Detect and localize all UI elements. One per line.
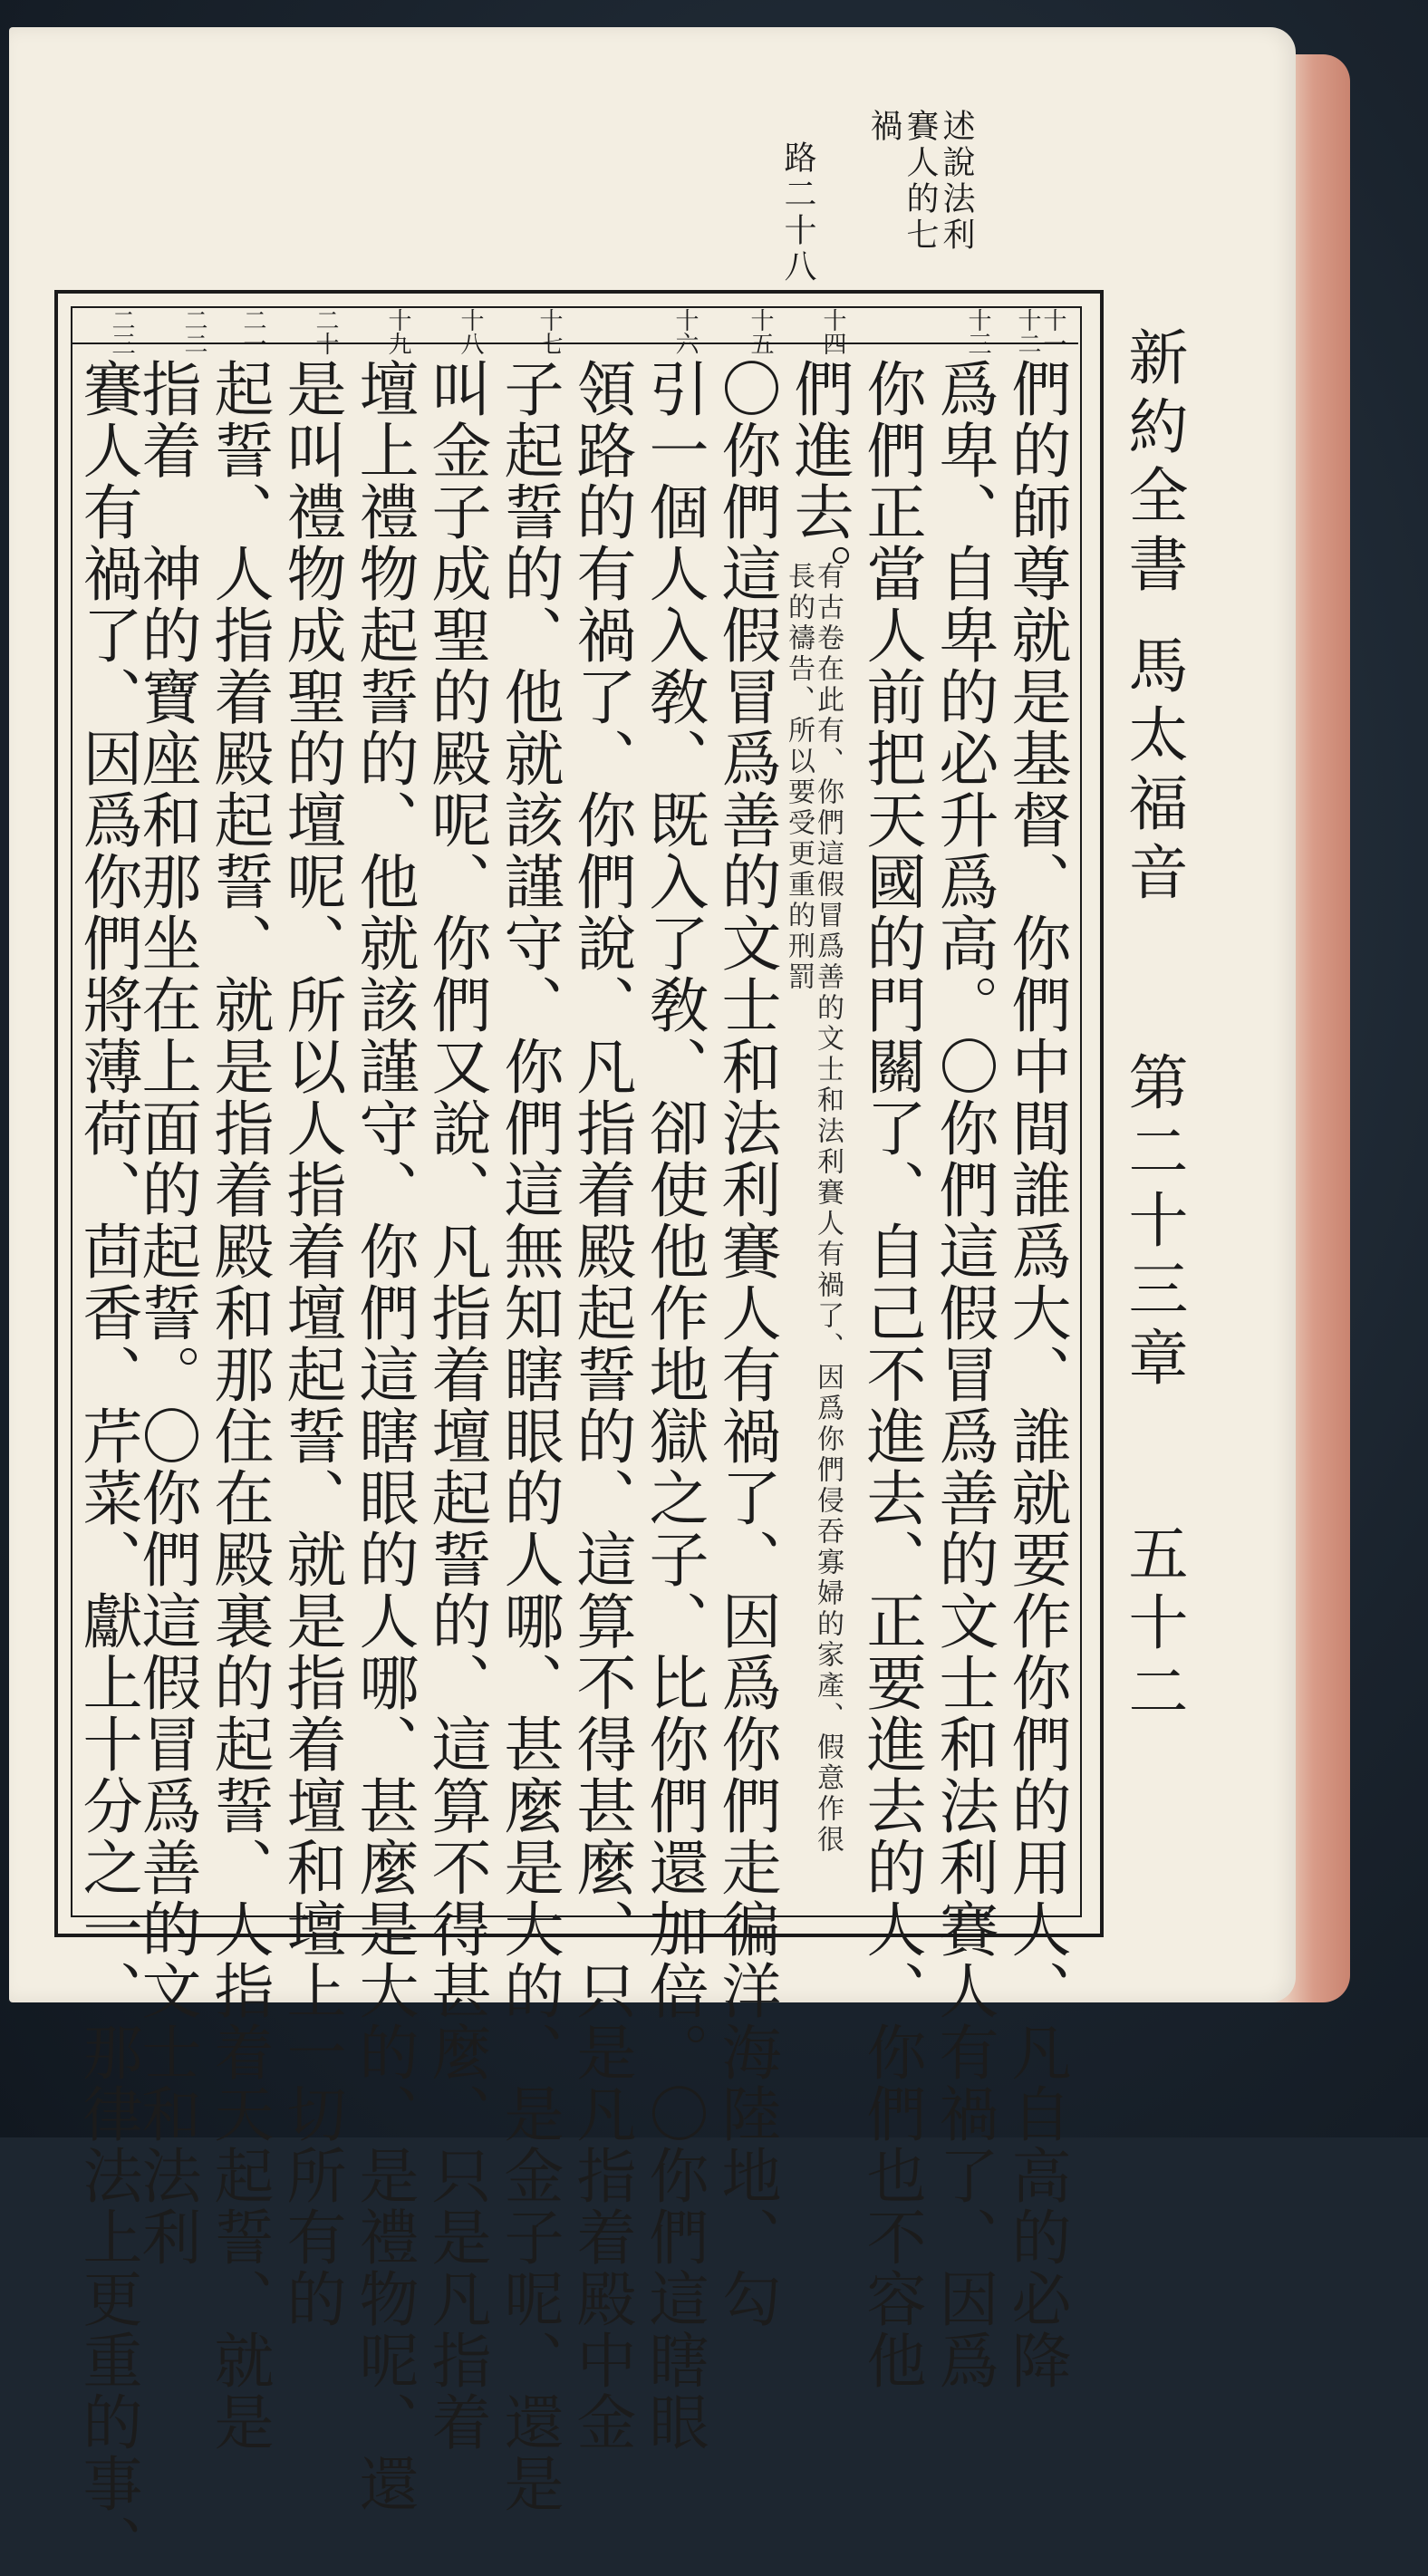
text-column: 指着 神的寶座和那坐在上面的起誓。〇你們這假冒爲善的文士和法利 bbox=[131, 358, 201, 2268]
verse-number: 十二 bbox=[1014, 308, 1041, 355]
verse-number: 二一 bbox=[239, 308, 266, 355]
text-column: 領路的有禍了、你們說、凡指着殿起誓的、這算不得甚麼、只是凡指着殿中金 bbox=[566, 358, 636, 2453]
text-column: 你們正當人前把天國的門關了、自己不進去、正要進去的人、你們也不容他 bbox=[856, 358, 926, 2391]
verse-number: 十九 bbox=[384, 308, 411, 355]
cross-reference-line-3: 禍 bbox=[865, 109, 902, 145]
verse-number: 十三 bbox=[964, 308, 991, 355]
verse-number: 二三 bbox=[108, 308, 135, 355]
verse-number: 十七 bbox=[536, 308, 563, 355]
text-column: 〇你們這假冒爲善的文士和法利賽人有禍了、因爲你們走徧洋海陸地、勾 bbox=[711, 358, 781, 2330]
verse-number: 十八 bbox=[457, 308, 484, 355]
verse-number: 十五 bbox=[747, 308, 774, 355]
text-column: 爲卑、自卑的必升爲高。〇你們這假冒爲善的文士和法利賽人有禍了、因爲 bbox=[929, 358, 999, 2391]
text-column: 引一個人入敎、既入了敎、卻使他作地獄之子、比你們還加倍。〇你們這瞎眼 bbox=[639, 358, 709, 2453]
verse-number: 十四 bbox=[819, 308, 846, 355]
text-column: 子起誓的、他就該謹守、你們這無知瞎眼的人哪、甚麼是大的、是金子呢、還是 bbox=[494, 358, 564, 2514]
text-column: 賽人有禍了、因爲你們將薄荷、茴香、芹菜、獻上十分之一、那律法上更重的事、 bbox=[72, 358, 142, 2576]
verse-number: 十六 bbox=[671, 308, 699, 355]
running-chapter: 第二十三章 bbox=[1118, 1051, 1188, 1395]
text-column: 們進去。 bbox=[784, 358, 854, 604]
page-number: 五十二 bbox=[1118, 1522, 1188, 1729]
text-column: 叫金子成聖的殿呢、你們又說、凡指着壇起誓的、這算不得甚麼、只是凡指着 bbox=[421, 358, 491, 2453]
cross-reference-line-2: 賽人的七 bbox=[902, 109, 939, 254]
text-column: 起誓、人指着殿起誓、就是指着殿和那住在殿裏的起誓、人指着天起誓、就是 bbox=[204, 358, 274, 2453]
verse-number: 二十 bbox=[312, 308, 339, 355]
text-column: 是叫禮物成聖的壇呢、所以人指着壇起誓、就是指着壇和壇上一切所有的 bbox=[276, 358, 346, 2330]
running-book: 馬太福音 bbox=[1118, 634, 1188, 910]
cross-reference-line-1: 述說法利 bbox=[938, 109, 975, 254]
text-column: 壇上禮物起誓的、他就該謹守、你們這瞎眼的人哪、甚麼是大的、是禮物呢、還 bbox=[349, 358, 419, 2514]
running-title: 新約全書 bbox=[1118, 326, 1188, 602]
verse-number-rule bbox=[71, 343, 1078, 344]
verse-number: 二二 bbox=[180, 308, 207, 355]
text-column: 們的師尊就是基督、你們中間誰爲大、誰就要作你們的用人、凡自高的必降 bbox=[1001, 358, 1071, 2391]
verse-number: 十一 bbox=[1039, 308, 1066, 355]
variant-note: 有古卷在此有、你們這假冒爲善的文士和法利賽人有禍了、因爲你們侵吞寡婦的家產、假意作很長的禱告、所以要受更重的刑罰 bbox=[783, 562, 844, 1856]
cross-reference-line-4: 路二十八 bbox=[779, 140, 816, 285]
